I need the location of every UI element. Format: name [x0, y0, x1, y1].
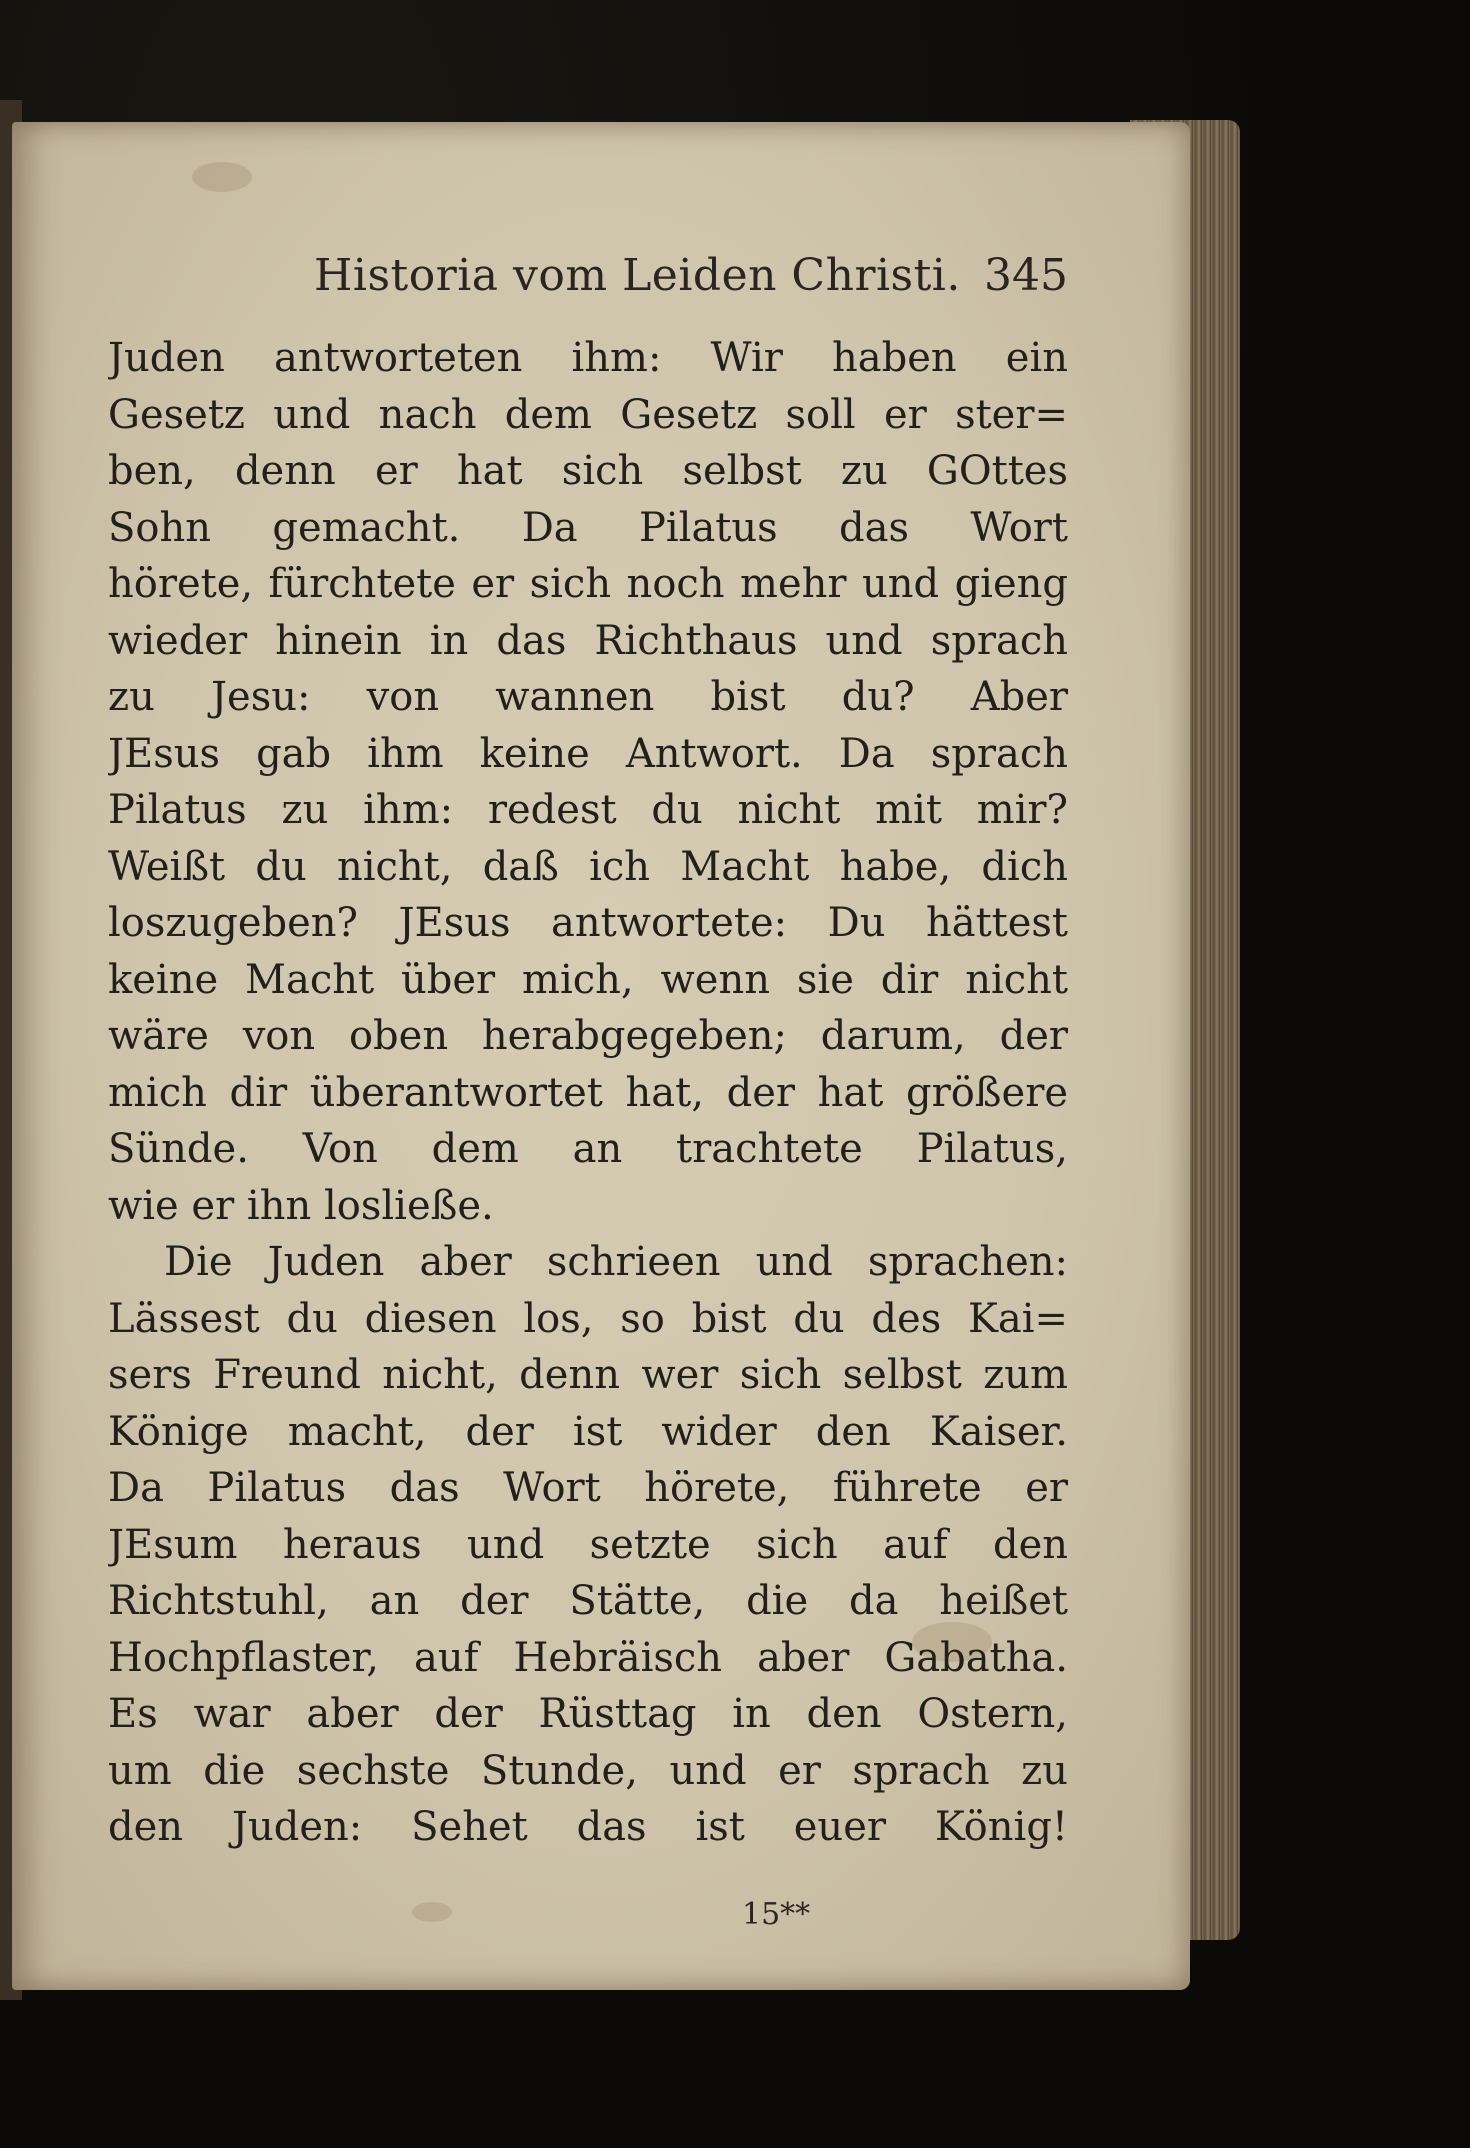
text-line: Richtstuhl, an der Stätte, die da heißet [108, 1578, 1068, 1624]
text-line: Könige macht, der ist wider den Kaiser. [108, 1408, 1068, 1455]
text-line: JEsum heraus und setzte sich auf den [108, 1521, 1068, 1568]
paper-stain [412, 1902, 452, 1922]
text-line: keine Macht über mich, wenn sie dir nicht [108, 956, 1068, 1003]
text-line: loszugeben? JEsus antwortete: Du hättest [108, 900, 1068, 946]
text-line: wäre von oben herabgegeben; darum, der [108, 1013, 1068, 1059]
text-line: wieder hinein in das Richthaus und sprach [108, 617, 1068, 664]
text-line: Die Juden aber schrieen und sprachen: [164, 1239, 1068, 1285]
text-line: Gesetz und nach dem Gesetz soll er ster= [108, 391, 1068, 438]
body-text [108, 330, 1068, 1856]
text-line: ben, denn er hat sich selbst zu GOttes [108, 448, 1068, 494]
text-line: sers Freund nicht, denn wer sich selbst zum [108, 1352, 1068, 1398]
text-line: Sohn gemacht. Da Pilatus das Wort [108, 504, 1068, 551]
text-line: Juden antworteten ihm: Wir haben ein [108, 335, 1068, 381]
text-line: wie er ihn losließe. [108, 1182, 494, 1229]
text-line: Lässest du diesen los, so bist du des Kai= [108, 1295, 1068, 1342]
text-line: Da Pilatus das Wort hörete, führete er [108, 1465, 1068, 1511]
paper-stain [192, 162, 252, 192]
text-line: Weißt du nicht, daß ich Macht habe, dich [108, 843, 1068, 890]
text-line: mich dir überantwortet hat, der hat größere [108, 1069, 1068, 1116]
text-line: Sünde. Von dem an trachtete Pilatus, [108, 1126, 1068, 1172]
text-line: Pilatus zu ihm: redest du nicht mit mir? [108, 787, 1068, 833]
text-line: Hochpflaster, auf Hebräisch aber Gabatha. [108, 1634, 1068, 1681]
text-line: um die sechste Stunde, und er sprach zu [108, 1747, 1068, 1794]
header-title: Historia vom Leiden Christi. [314, 250, 961, 301]
text-line: den Juden: Sehet das ist euer König! [108, 1804, 1068, 1850]
printer-signature-mark: 15** [742, 1897, 811, 1932]
text-line: JEsus gab ihm keine Antwort. Da sprach [108, 730, 1068, 777]
text-line: zu Jesu: von wannen bist du? Aber [108, 674, 1068, 720]
page-number: 345 [984, 250, 1068, 301]
text-line: Es war aber der Rüsttag in den Ostern, [108, 1691, 1068, 1737]
text-line: hörete, fürchtete er sich noch mehr und gieng [108, 561, 1068, 607]
running-header [108, 248, 1068, 312]
